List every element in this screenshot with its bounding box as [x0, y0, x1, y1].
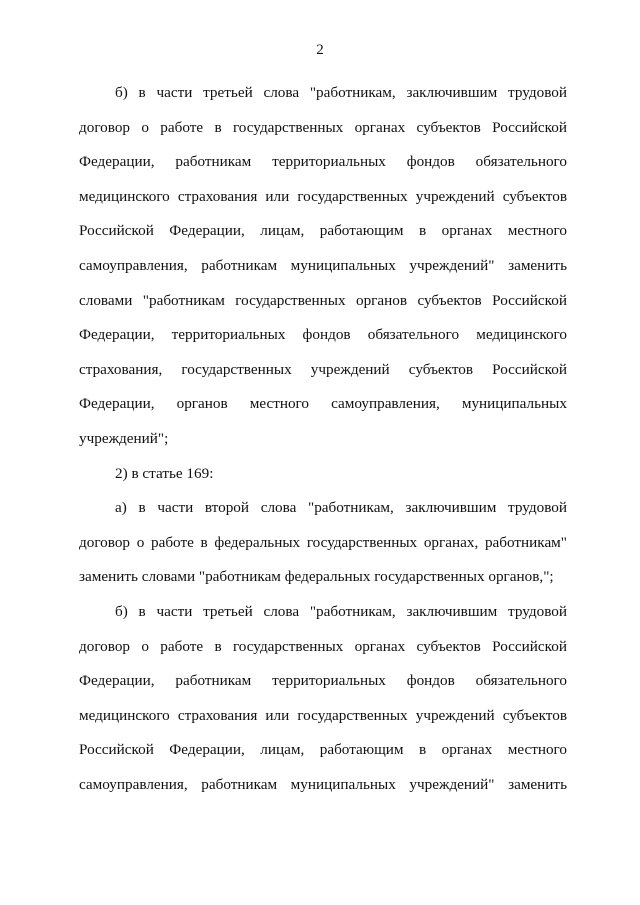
text-line: заменить словами "работникам федеральных государственных органов,"; [79, 568, 554, 586]
text-line: договор о работе в государственных органах субъектов Российской [79, 118, 567, 136]
text-line: Российской Федерации, лицам, работающим в органах местного [79, 222, 567, 240]
page-number: 2 [316, 42, 324, 58]
paragraph [79, 76, 567, 457]
text-line: Федерации, работникам территориальных фондов обязательного [79, 672, 567, 690]
document-body [79, 76, 567, 802]
paragraph [79, 595, 567, 803]
text-line: Федерации, органов местного самоуправления, муниципальных [79, 395, 567, 413]
text-line: Федерации, территориальных фондов обязательного медицинского [79, 326, 567, 344]
text-line: б) в части третьей слова "работникам, заключившим трудовой [115, 602, 567, 620]
text-line: медицинского страхования или государственных учреждений субъектов [79, 187, 567, 205]
text-line: б) в части третьей слова "работникам, заключившим трудовой [115, 84, 567, 101]
text-line: договор о работе в государственных органах субъектов Российской [79, 637, 567, 655]
text-line: самоуправления, работникам муниципальных учреждений" заменить [79, 256, 567, 274]
paragraph [79, 491, 567, 595]
text-line: медицинского страхования или государственных учреждений субъектов [79, 706, 567, 724]
text-line: 2) в статье 169: [115, 464, 214, 482]
paragraph [79, 457, 567, 492]
text-line: самоуправления, работникам муниципальных учреждений" заменить [79, 775, 567, 793]
text-line: договор о работе в федеральных государственных органах, работникам" [79, 533, 567, 551]
text-line: Федерации, работникам территориальных фондов обязательного [79, 153, 567, 171]
text-line: учреждений"; [79, 429, 169, 447]
text-line: а) в части второй слова "работникам, заключившим трудовой [115, 499, 567, 517]
text-line: страхования, государственных учреждений субъектов Российской [79, 360, 567, 378]
text-line: словами "работникам государственных органов субъектов Российской [79, 291, 567, 309]
text-line: Российской Федерации, лицам, работающим в органах местного [79, 741, 567, 759]
